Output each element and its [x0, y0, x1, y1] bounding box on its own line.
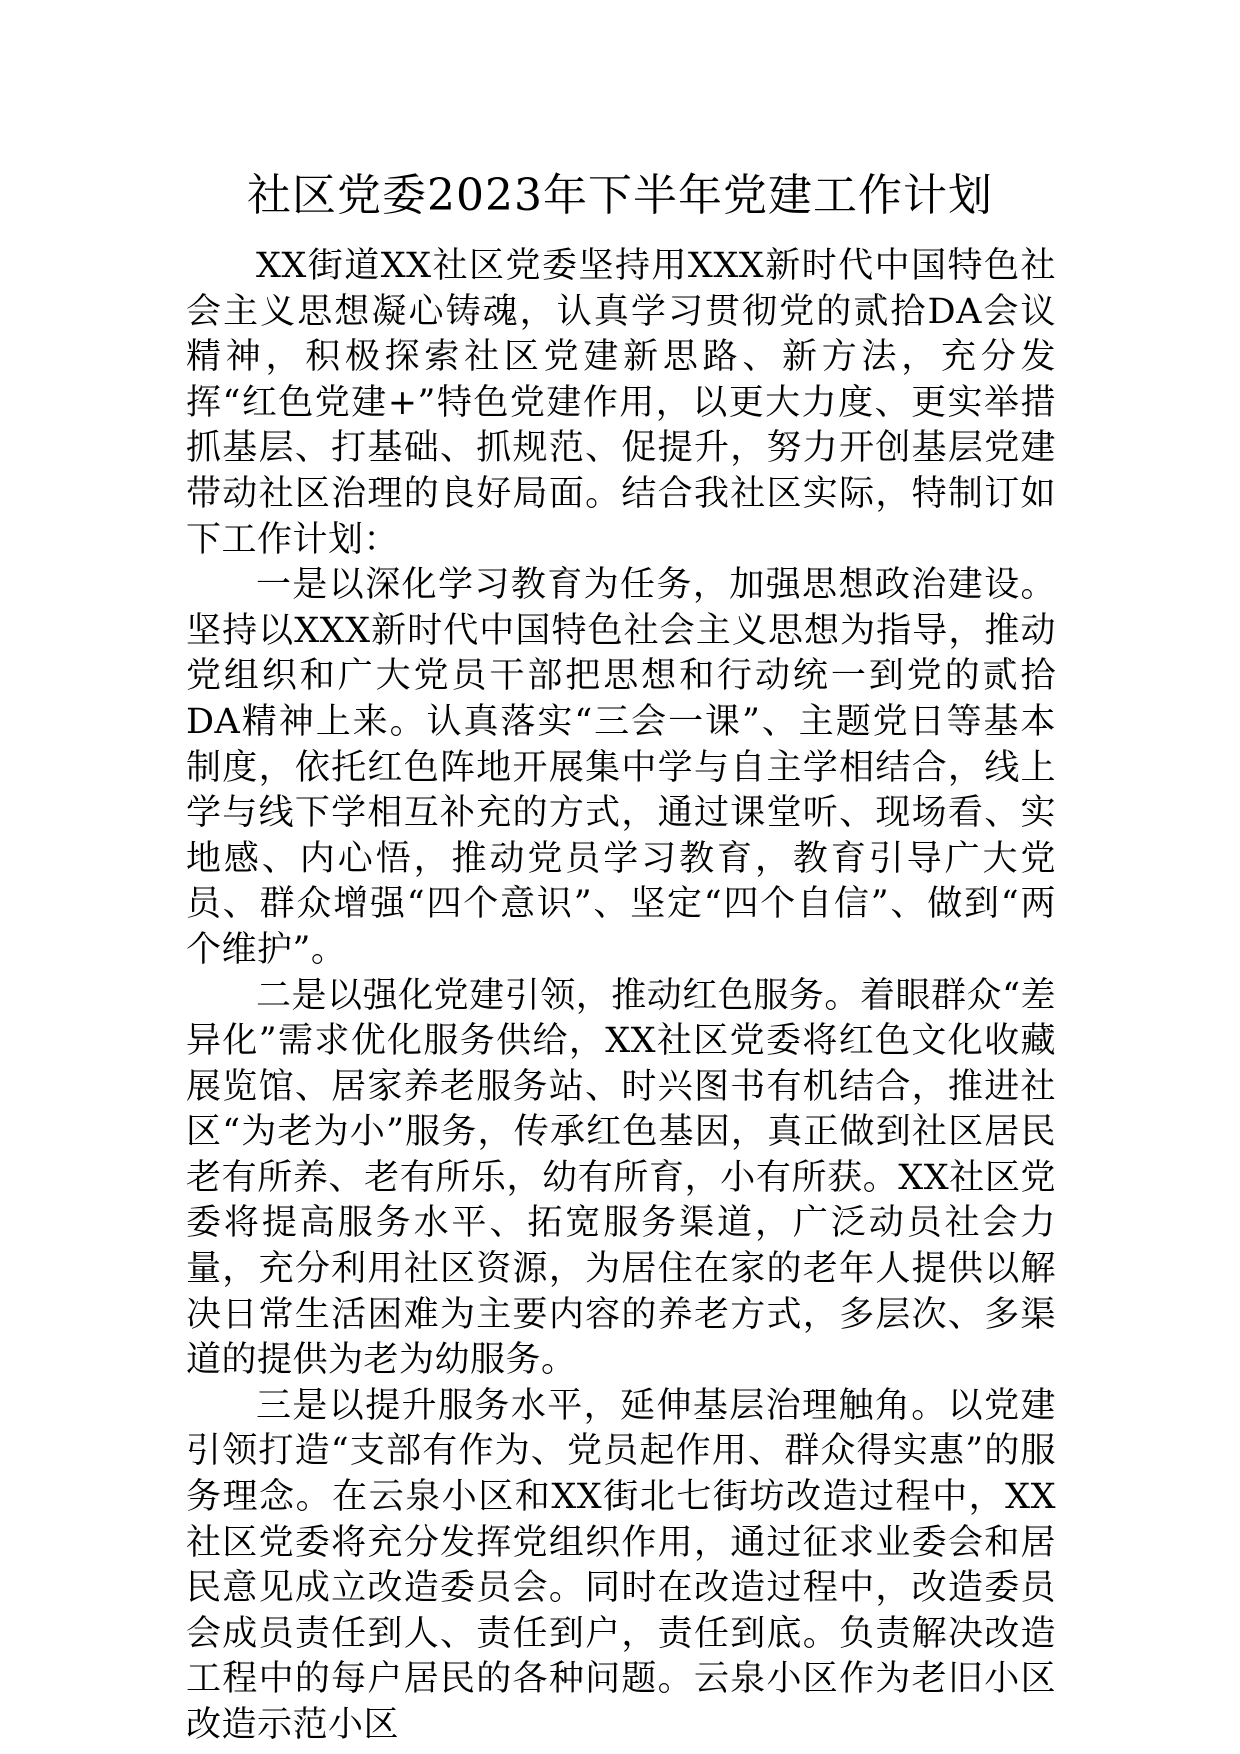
- paragraph-red-service: 二是以强化党建引领，推动红色服务。着眼群众“差异化”需求优化服务供给，XX社区党委将红色文化收藏展览馆、居家养老服务站、时兴图书有机结合，推进社区“为老为小”服务，传承红色基因，真正做到社区居民老有所养、老有所乐，幼有所育，小有所获。XX社区党委将提高服务水平、拓宽服务渠道，广泛动员社会力量，充分利用社区资源，为居住在家的老年人提供以解决日常生活困难为主要内容的养老方式，多层次、多渠道的提供为老为幼服务。: [186, 975, 1056, 1381]
- paragraph-intro: XX街道XX社区党委坚持用XXX新时代中国特色社会主义思想凝心铸魂，认真学习贯彻党的贰拾DA会议精神，积极探索社区党建新思路、新方法，充分发挥“红色党建+”特色党建作用，以更大力度、更实举措抓基层、打基础、抓规范、促提升，努力开创基层党建带动社区治理的良好局面。结合我社区实际，特制订如下工作计划：: [186, 246, 1056, 560]
- document-body: [186, 244, 1056, 1749]
- paragraph-study-education: 一是以深化学习教育为任务，加强思想政治建设。坚持以XXX新时代中国特色社会主义思想为指导，推动党组织和广大党员干部把思想和行动统一到党的贰拾DA精神上来。认真落实“三会一课”、主题党日等基本制度，依托红色阵地开展集中学与自主学相结合，线上学与线下学相互补充的方式，通过课堂听、现场看、实地感、内心悟，推动党员学习教育，教育引导广大党员、群众增强“四个意识”、坚定“四个自信”、做到“两个维护”。: [186, 565, 1056, 970]
- document-title: 社区党委2023年下半年党建工作计划: [247, 170, 993, 221]
- paragraph-grassroots-governance: 三是以提升服务水平，延伸基层治理触角。以党建引领打造“支部有作为、党员起作用、群众得实惠”的服务理念。在云泉小区和XX街北七街坊改造过程中，XX社区党委将充分发挥党组织作用，通过征求业委会和居民意见成立改造委员会。同时在改造过程中，改造委员会成员责任到人、责任到户，责任到底。负责解决改造工程中的每户居民的各种问题。云泉小区作为老旧小区改造示范小区: [186, 1385, 1056, 1745]
